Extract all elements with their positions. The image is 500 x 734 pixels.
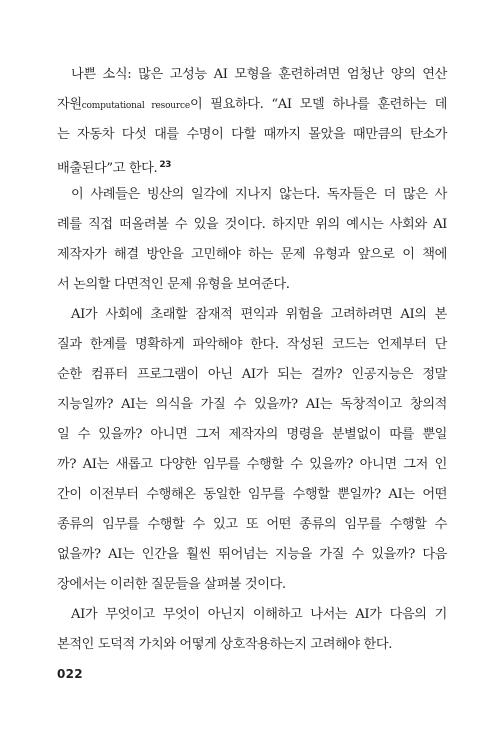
paragraph-1 [57, 180, 447, 300]
text-line: AI가 무엇이고 무엇이 아닌지 이해하고 나서는 AI가 다음의 기 [71, 607, 447, 622]
text-line: 제작자가 해결 방안을 고민해야 하는 문제 유형과 앞으로 이 책에 [57, 247, 447, 262]
text-fragment: 자원 [57, 97, 82, 112]
text-line: 장에서는 이러한 질문들을 살펴볼 것이다. [57, 577, 286, 592]
text-line: 지능일까? AI는 의식을 가질 수 있을까? AI는 독창적이고 창의적 [57, 397, 447, 412]
body-text [57, 180, 447, 660]
text-line: 종류의 임무를 수행할 수 있고 또 어떤 종류의 임무를 수행할 수 [57, 517, 447, 532]
text-line: 는 자동차 다섯 대를 수명이 다할 때까지 몰았을 때만큼의 탄소가 [57, 127, 447, 142]
text-line: 일 수 있을까? 아니면 그저 제작자의 명령을 분별없이 따를 뿐일 [57, 427, 447, 442]
bad-news-paragraph [57, 60, 447, 180]
text-line: 본적인 도덕적 가치와 어떻게 상호작용하는지 고려해야 한다. [57, 637, 393, 652]
text-fragment: 이 필요하다. “AI 모델 하나를 훈련하는 데 [189, 97, 447, 112]
footnote-marker: 23 [159, 160, 172, 170]
text-line: 간이 이전부터 수행해온 동일한 임무를 수행할 뿐일까? AI는 어떤 [57, 487, 447, 502]
text-line: 나쁜 소식: 많은 고성능 AI 모형을 훈련하려면 엄청난 양의 연산 [71, 67, 447, 82]
text-line: 질과 한계를 명확하게 파악해야 한다. 작성된 코드는 언제부터 단 [57, 337, 447, 352]
paragraph-2 [57, 300, 447, 600]
text-line: 이 사례들은 빙산의 일각에 지나지 않는다. 독자들은 더 많은 사 [71, 187, 447, 202]
english-term: computational resource [81, 101, 190, 111]
paragraph-3 [57, 600, 447, 660]
text-line [57, 150, 447, 180]
text-line: 서 논의할 다면적인 문제 유형을 보여준다. [57, 277, 290, 292]
text-fragment: 배출된다”고 한다. [57, 161, 158, 176]
text-line: AI가 사회에 초래할 잠재적 편익과 위험을 고려하려면 AI의 본 [71, 307, 447, 322]
page-number: 022 [57, 667, 83, 681]
text-line: 까? AI는 새롭고 다양한 임무를 수행할 수 있을까? 아니면 그저 인 [57, 457, 447, 472]
text-line: 례를 직접 떠올려볼 수 있을 것이다. 하지만 위의 예시는 사회와 AI [57, 217, 447, 232]
text-line: 없을까? AI는 인간을 훨씬 뛰어넘는 지능을 가질 수 있을까? 다음 [57, 547, 447, 562]
text-line: 순한 컴퓨터 프로그램이 아닌 AI가 되는 걸까? 인공지능은 정말 [57, 367, 447, 382]
text-line [57, 90, 447, 120]
